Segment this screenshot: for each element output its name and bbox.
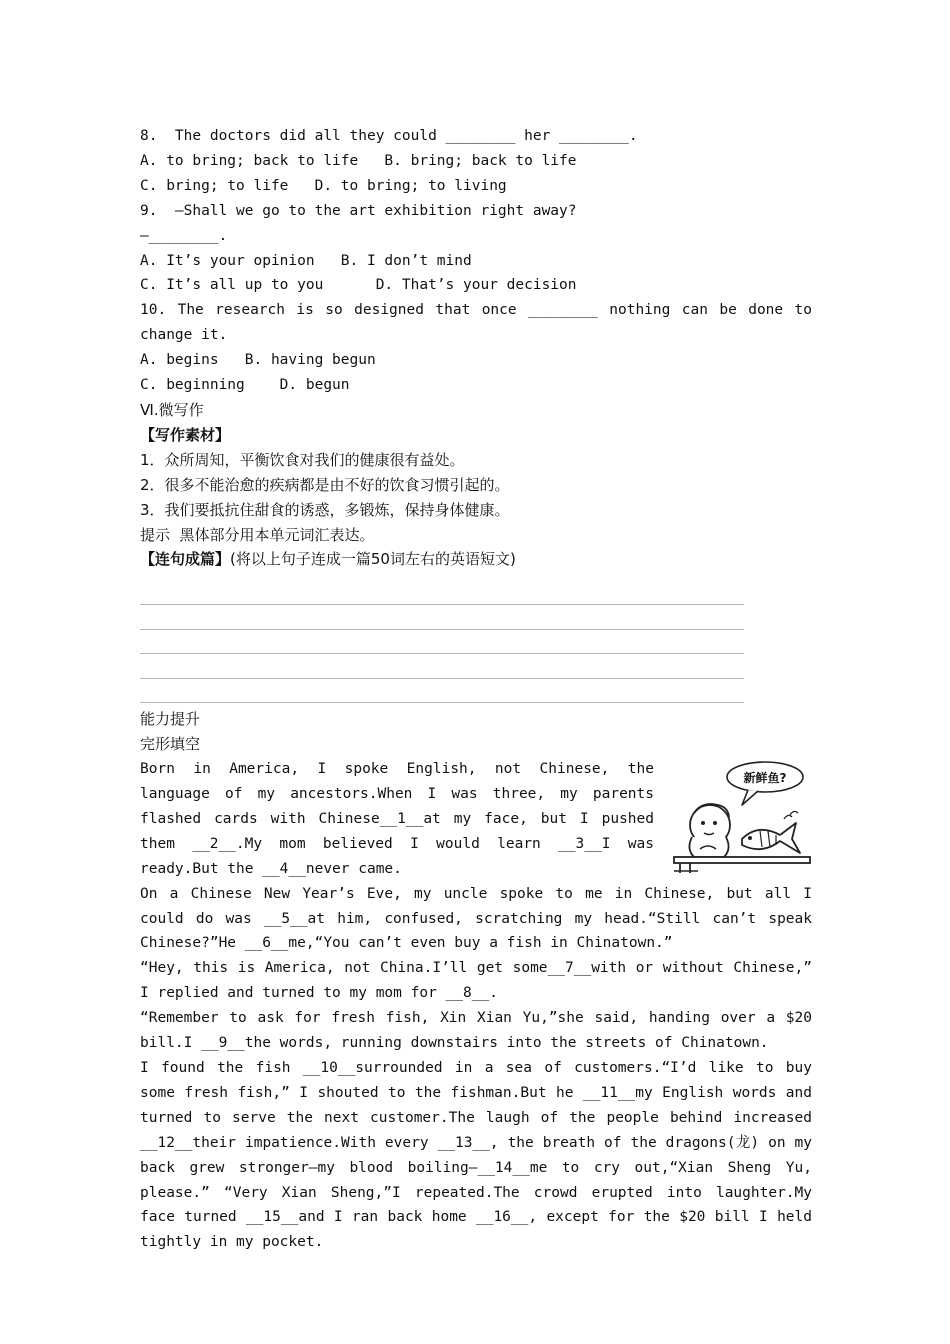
material-item: 3．我们要抵抗住甜食的诱惑，多锻炼，保持身体健康。 <box>140 500 510 519</box>
question-response: —________. <box>140 227 228 244</box>
question-stem: 9. —Shall we go to the art exhibition right away? <box>140 202 577 219</box>
ability-title: 能力提升 <box>140 710 201 729</box>
material-item: 2．很多不能治愈的疾病都是由不好的饮食习惯引起的。 <box>140 475 510 494</box>
answer-line[interactable] <box>140 654 744 679</box>
answer-line[interactable] <box>140 605 744 630</box>
worksheet-page <box>140 124 812 1255</box>
writing-section <box>140 398 812 703</box>
question-options: A. It’s your opinion B. I don’t mind <box>140 252 472 269</box>
compose-instruction: (将以上句子连成一篇50词左右的英语短文) <box>230 550 516 569</box>
question-stem: 10. The research is so designed that once ________ nothing can be done to change it. <box>140 302 812 344</box>
answer-line[interactable] <box>140 679 744 704</box>
bubble-caption: 新鲜鱼? <box>743 771 787 786</box>
question-options: A. to bring; back to life B. bring; back to life <box>140 152 577 169</box>
writing-hint: 提示 黑体部分用本单元词汇表达。 <box>140 525 375 544</box>
question-stem: 8. The doctors did all they could ________ her ________. <box>140 128 638 144</box>
material-heading: 【写作素材】 <box>140 425 231 444</box>
question-9 <box>140 199 812 299</box>
answer-line[interactable] <box>140 630 744 655</box>
compose-heading: 【连句成篇】 <box>140 550 231 569</box>
question-options: C. beginning D. begun <box>140 377 350 394</box>
cartoon-boy-fish-illustration <box>672 757 812 875</box>
cloze-paragraph: “Hey, this is America, not China.I’ll get some__7__with or without Chinese,” I replied and turned to my mom for __8__. <box>140 960 812 1002</box>
cloze-paragraph: On a Chinese New Year’s Eve, my uncle spoke to me in Chinese, but all I could do was __5__at him, confused, scratching my head.“Still can’t speak Chinese?”He __6__me,“You can’t even buy a fish in Chinatown.” <box>140 885 812 952</box>
compose-instruction-line <box>140 547 812 572</box>
section-title: Ⅵ.微写作 <box>140 400 204 419</box>
cloze-title: 完形填空 <box>140 735 201 754</box>
question-8 <box>140 124 812 199</box>
cloze-paragraph: “Remember to ask for fresh fish, Xin Xian Yu,”she said, handing over a $20 bill.I __9__the words, running downstairs into the streets of Chinatown. <box>140 1010 812 1052</box>
answer-line[interactable] <box>140 580 744 605</box>
question-options: A. begins B. having begun <box>140 352 376 369</box>
question-options: C. bring; to life D. to bring; to living <box>140 177 507 194</box>
question-10 <box>140 298 812 398</box>
cloze-paragraph: Born in America, I spoke English, not Chinese, the language of my ancestors.When I was three, my parents flashed cards with Chinese__1__at my face, but I pushed them __2__.My mom believed I would learn __3__I was ready.But the __4__never came. <box>140 761 654 877</box>
question-options: C. It’s all up to you D. That’s your decision <box>140 277 577 294</box>
cloze-passage <box>140 757 812 1255</box>
cloze-paragraph: I found the fish __10__surrounded in a sea of customers.“I’d like to buy some fresh fish,” I shouted to the fishman.But he __11__my English words and turned to serve the next customer.The laugh of the people behind increased __12__their impatience.With every __13__, the breath of the dragons(龙) on my back grew stronger—my blood boiling—__14__me to cry out,“Xian Sheng Yu, please.” “Very Xian Sheng,”I repeated.The crowd erupted into laughter.My face turned __15__and I ran back home __16__, except for the $20 bill I held tightly in my pocket. <box>140 1059 812 1251</box>
answer-lines[interactable] <box>140 580 744 703</box>
material-item: 1．众所周知，平衡饮食对我们的健康很有益处。 <box>140 450 465 469</box>
